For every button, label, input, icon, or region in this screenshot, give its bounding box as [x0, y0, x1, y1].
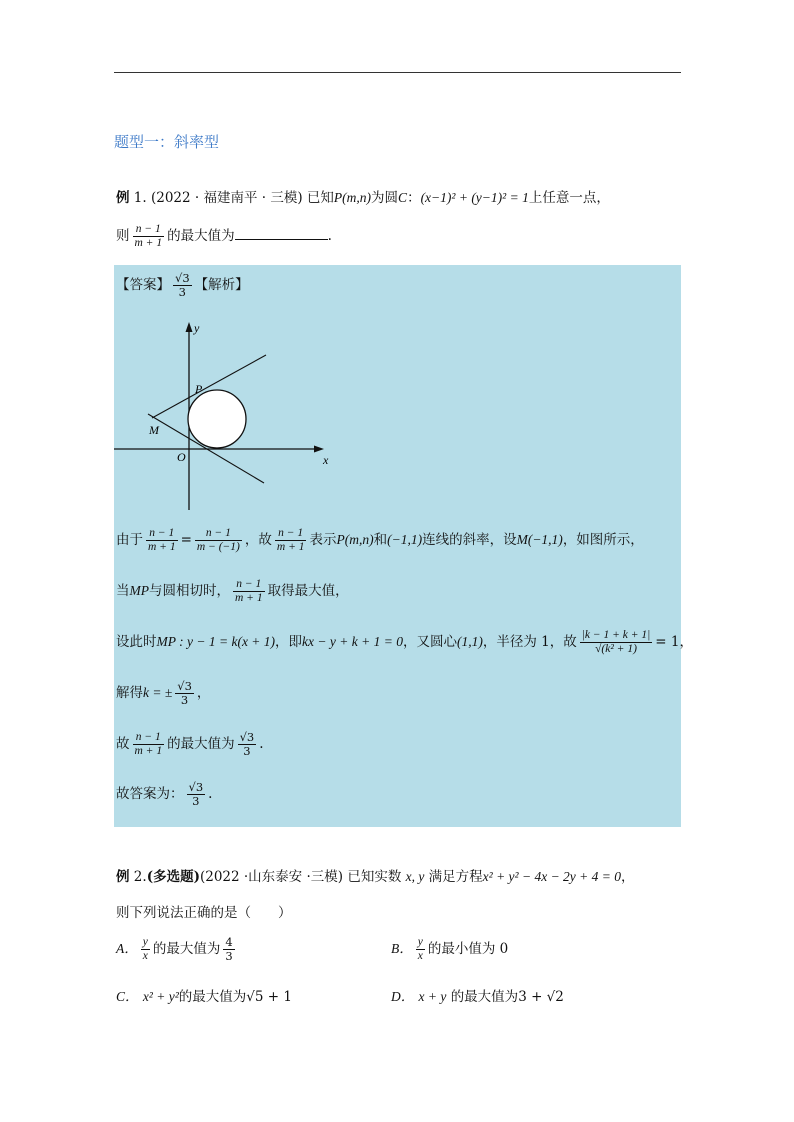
frac-denominator: √(k² + 1) [595, 643, 637, 656]
text: 的最小值为 0 [427, 941, 509, 958]
frac-denominator: 3 [180, 693, 189, 708]
example-1-line-1 [116, 186, 610, 206]
solution-line-3 [116, 629, 693, 656]
math: k = ± [143, 685, 173, 701]
point-coords: (m,n) [342, 190, 372, 205]
fraction [175, 680, 194, 707]
header-rule [114, 72, 681, 73]
example-label: 例 [116, 190, 130, 206]
solution-line-2 [116, 578, 349, 605]
math: MP [129, 583, 149, 599]
math: (1,1) [456, 634, 483, 650]
text: 满足方程 [428, 869, 483, 885]
math: 3 + √2 [518, 989, 564, 1005]
example-2-line-1 [116, 865, 635, 885]
circle-C: C [398, 190, 408, 205]
frac-numerator: √3 [239, 730, 255, 744]
option-A[interactable] [116, 936, 238, 963]
text: 故 [116, 736, 130, 753]
answer-numerator: √3 [175, 271, 190, 285]
fraction [275, 527, 307, 554]
fraction-slope [133, 223, 165, 250]
text: ，半径为 1，故 [482, 634, 577, 651]
option-label: D． [391, 989, 415, 1004]
circle-C-figure [188, 390, 246, 448]
fraction [195, 527, 242, 554]
math: √5 + 1 [246, 989, 292, 1005]
label-O: O [177, 450, 186, 464]
point-P: P [333, 190, 343, 205]
multi-select-tag: (多选题) [146, 869, 200, 885]
math: MP : y − 1 = k(x + 1) [156, 634, 276, 650]
answer-header [116, 272, 249, 299]
frac-numerator: √3 [177, 679, 192, 693]
option-label: B． [391, 941, 413, 957]
option-B[interactable] [391, 936, 508, 963]
example-label: 例 [116, 869, 130, 885]
circle-equation: (x−1)² + (y−1)² = 1 [420, 190, 529, 205]
answer-blank [235, 238, 328, 240]
math: x, y [405, 869, 425, 884]
solution-figure [114, 318, 344, 518]
answer-denominator: 3 [178, 285, 186, 300]
option-label: C． [116, 989, 139, 1004]
solution-line-1 [116, 527, 644, 554]
fraction [141, 936, 150, 963]
text: 当 [116, 583, 130, 600]
math: x² + y² [142, 989, 179, 1004]
text: 连线的斜率，设 [422, 532, 517, 549]
text: 与圆相切时， [149, 583, 230, 600]
period: . [327, 228, 332, 245]
frac-numerator: |k − 1 + k + 1| [580, 629, 653, 643]
frac-numerator: n − 1 [195, 527, 242, 541]
fraction [223, 936, 234, 963]
text: 的最大值为 [152, 941, 221, 958]
text: ，故 [244, 532, 272, 549]
text: 的最大值为 [450, 989, 519, 1005]
text: 表示 [309, 532, 337, 549]
example-source: (2022 ·山东泰安 ·三模) 已知实数 [199, 869, 402, 885]
equation: x² + y² − 4x − 2y + 4 = 0 [482, 869, 622, 884]
label-y: y [194, 321, 200, 335]
frac-numerator: n − 1 [146, 527, 178, 541]
label-M: M [149, 423, 159, 437]
frac-denominator: m + 1 [148, 541, 176, 554]
frac-numerator: n − 1 [275, 527, 307, 541]
frac-numerator: n − 1 [233, 578, 265, 592]
frac-denominator: m + 1 [134, 745, 163, 758]
section-title: 题型一：斜率型 [114, 133, 220, 151]
text: . [259, 736, 264, 753]
frac-numerator: √3 [188, 780, 204, 794]
math: M(−1,1) [516, 532, 563, 548]
math: (−1,1) [387, 532, 423, 548]
fraction [233, 578, 265, 605]
frac-numerator: y [141, 936, 150, 950]
text: 的最大值为 [178, 989, 247, 1005]
label-P: P [195, 382, 203, 396]
x-axis-arrow [314, 446, 324, 453]
text: 故答案为： [116, 786, 184, 803]
text: ，又圆心 [402, 634, 457, 651]
colon: ： [407, 190, 421, 206]
text: . [208, 786, 213, 803]
text-then: 则 [116, 228, 130, 245]
text: ，即 [275, 634, 303, 651]
frac-denominator: x [142, 950, 148, 963]
text-max-is: 的最大值为 [167, 228, 235, 245]
solution-label: 【解析】 [194, 277, 249, 294]
solution-line-5 [116, 731, 264, 758]
frac-denominator: m + 1 [134, 237, 163, 250]
math: kx − y + k + 1 = 0 [302, 634, 403, 650]
solution-line-6 [116, 781, 212, 808]
fraction [133, 731, 165, 758]
equals: = [180, 532, 192, 549]
answer-label: 【答案】 [116, 277, 170, 294]
frac-denominator: 3 [225, 949, 233, 964]
text-is-circle: 为圆 [371, 190, 399, 206]
text: 设此时 [116, 634, 157, 651]
answer-value [173, 272, 192, 299]
option-C[interactable] [116, 985, 292, 1005]
fraction [187, 781, 206, 808]
example-source: (2022 · 福建南平 · 三模) 已知 [150, 190, 334, 206]
frac-denominator: m − (−1) [196, 541, 240, 554]
text: = 1， [655, 634, 693, 651]
text: ， [196, 685, 211, 702]
fraction [238, 731, 257, 758]
frac-denominator: 3 [243, 744, 251, 759]
label-x: x [323, 453, 329, 467]
frac-numerator: n − 1 [133, 223, 165, 237]
y-axis-arrow [186, 322, 193, 332]
math: P(m,n) [336, 532, 374, 548]
example-number: 1. [133, 190, 147, 206]
option-label: A． [116, 941, 138, 957]
example-number: 2. [133, 869, 147, 885]
math: x + y [418, 989, 447, 1004]
fraction [416, 936, 425, 963]
text: ， [621, 869, 635, 885]
frac-denominator: x [417, 950, 423, 963]
fraction [580, 629, 653, 656]
fraction [146, 527, 178, 554]
solution-line-4 [116, 680, 210, 707]
text: 解得 [116, 685, 143, 702]
frac-denominator: m + 1 [235, 592, 263, 605]
frac-numerator: y [416, 936, 425, 950]
text: ，如图所示， [562, 532, 644, 549]
option-D[interactable] [391, 985, 564, 1005]
frac-numerator: n − 1 [133, 731, 165, 745]
text: 的最大值为 [167, 736, 235, 753]
frac-denominator: 3 [192, 794, 200, 809]
frac-numerator: 4 [225, 935, 233, 949]
text-any-point: 上任意一点， [528, 190, 610, 206]
text: 取得最大值， [267, 583, 349, 600]
example-1-line-2 [116, 223, 332, 250]
example-2-line-2: 则下列说法正确的是（ ） [116, 905, 292, 921]
text: 和 [373, 532, 388, 549]
frac-denominator: m + 1 [276, 541, 305, 554]
text: 由于 [116, 532, 143, 549]
